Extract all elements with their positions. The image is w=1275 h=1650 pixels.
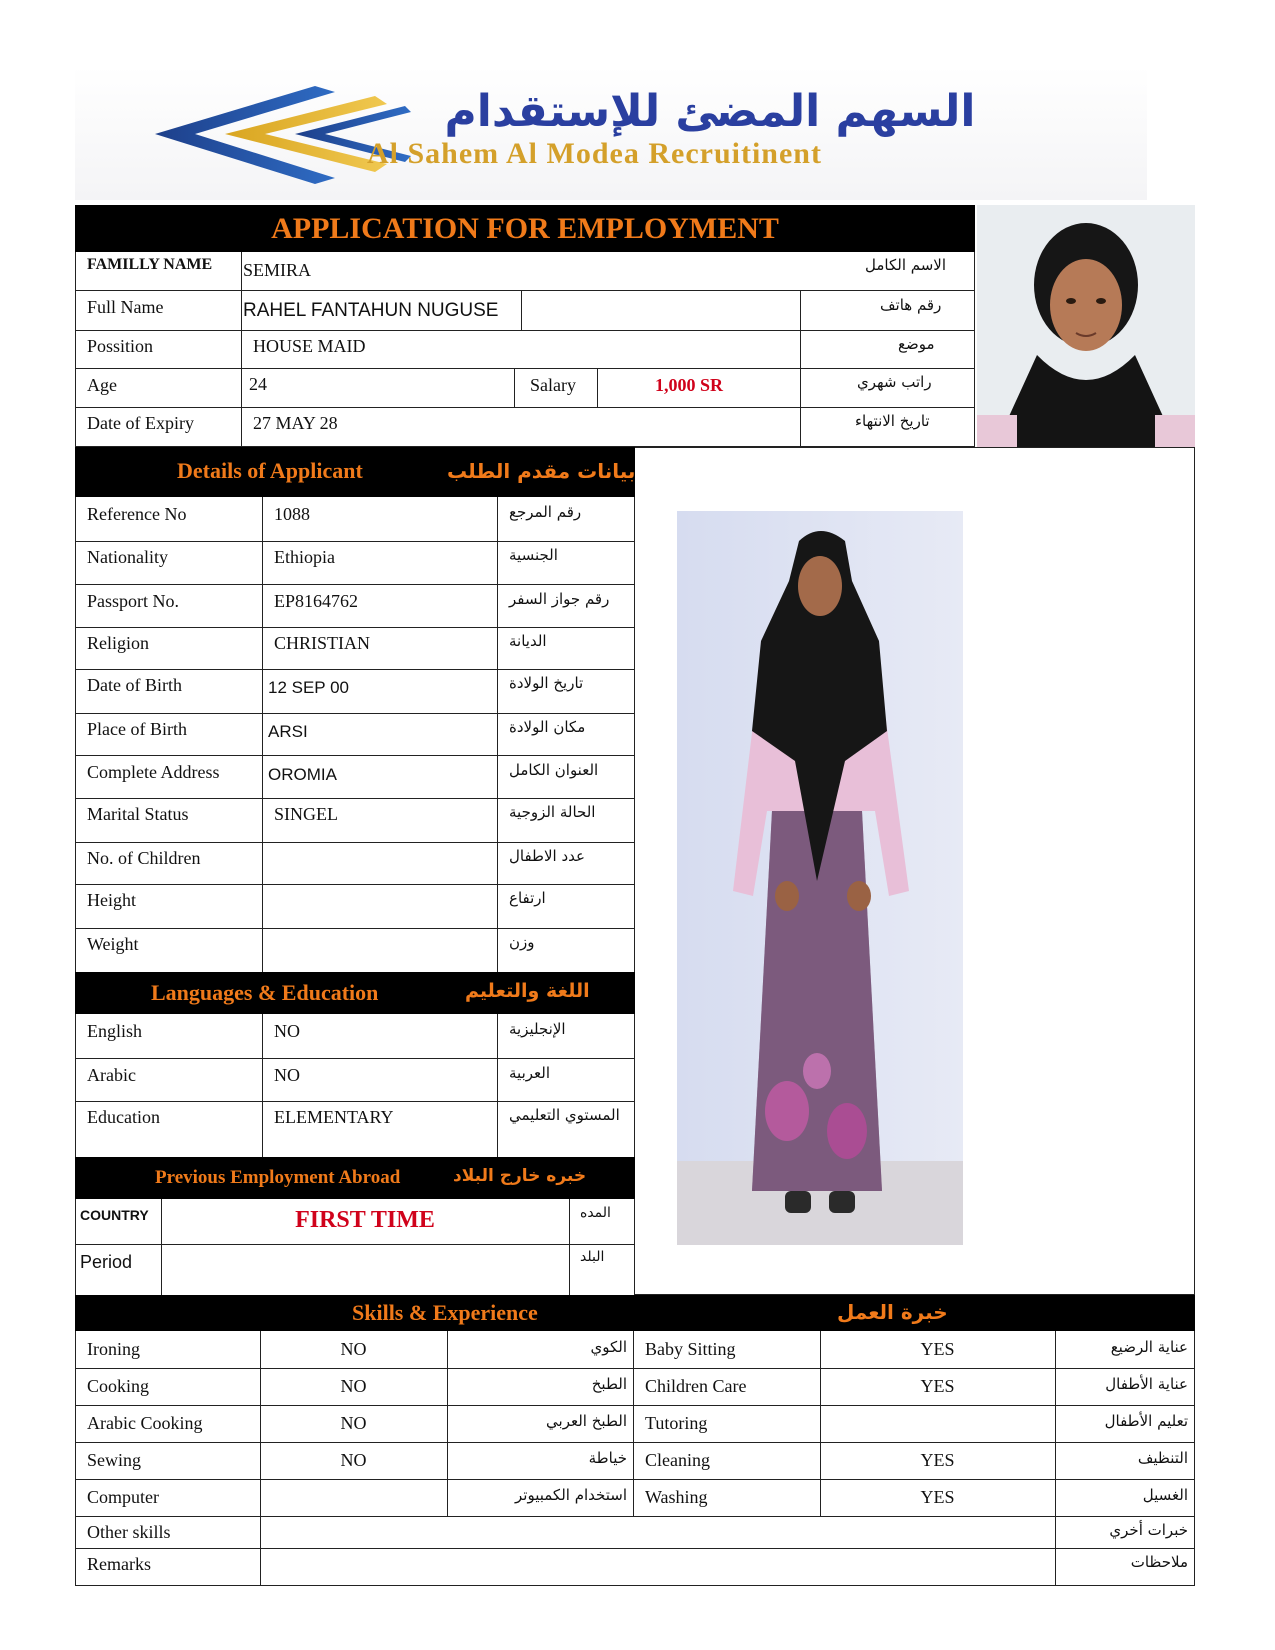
reference-value: 1088 <box>274 504 310 524</box>
skill-arabic-cooking-value: NO <box>340 1413 367 1433</box>
dob-label-ar: تاريخ الولادة <box>509 674 584 692</box>
reference-label: Reference No <box>87 504 187 524</box>
skill-childcare-label-ar: عناية الأطفال <box>1105 1375 1188 1393</box>
passport-label-ar: رقم جواز السفر <box>509 590 610 608</box>
skill-cleaning-value: YES <box>920 1450 955 1470</box>
previous-table <box>75 1199 635 1295</box>
family-name-value: SEMIRA <box>243 260 312 280</box>
arabic-label: Arabic <box>87 1065 136 1085</box>
skills-title-en: Skills & Experience <box>352 1300 538 1325</box>
logo-arabic-text: السهم المضئ للإستقدام <box>444 86 976 137</box>
title-bar <box>75 205 975 252</box>
period-label: Period <box>80 1252 133 1272</box>
skill-cleaning-label: Cleaning <box>645 1450 710 1470</box>
skill-ironing-label: Ironing <box>87 1339 140 1359</box>
education-value: ELEMENTARY <box>274 1107 394 1127</box>
education-label: Education <box>87 1107 160 1127</box>
skill-tutoring-label-ar: تعليم الأطفال <box>1104 1412 1188 1430</box>
nationality-label-ar: الجنسية <box>509 546 558 564</box>
languages-title-en: Languages & Education <box>151 980 379 1005</box>
skill-babysitting-value: YES <box>920 1339 955 1359</box>
previous-header-bar <box>75 1157 635 1199</box>
other-skills-label: Other skills <box>87 1522 171 1542</box>
languages-table <box>75 1014 635 1157</box>
english-label-ar: الإنجليزية <box>509 1020 566 1038</box>
dob-label: Date of Birth <box>87 675 182 695</box>
family-name-label-ar: الاسم الكامل <box>865 256 947 274</box>
religion-value: CHRISTIAN <box>274 633 371 653</box>
skill-cooking-label: Cooking <box>87 1376 150 1396</box>
age-label: Age <box>87 375 117 395</box>
other-skills-label-ar: خبرات أخري <box>1109 1521 1188 1539</box>
skill-washing-label-ar: الغسيل <box>1142 1486 1188 1504</box>
children-label-ar: عدد الاطفال <box>509 847 585 865</box>
company-logo <box>75 66 1147 200</box>
skill-tutoring-label: Tutoring <box>645 1413 708 1433</box>
skill-cleaning-label-ar: التنظيف <box>1137 1449 1188 1467</box>
languages-title-ar: اللغة والتعليم <box>465 980 590 1002</box>
height-label: Height <box>87 890 136 910</box>
skills-header-bar <box>75 1295 1195 1331</box>
address-label: Complete Address <box>87 762 220 782</box>
pob-label-ar: مكان الولادة <box>509 718 586 736</box>
religion-label: Religion <box>87 633 149 653</box>
full-name-label-ar: رقم هاتف <box>880 296 942 314</box>
previous-title-en: Previous Employment Abroad <box>155 1167 401 1188</box>
address-label-ar: العنوان الكامل <box>509 761 599 779</box>
marital-label-ar: الحالة الزوجية <box>509 803 596 821</box>
position-label-ar: موضع <box>898 335 935 353</box>
skill-childcare-label: Children Care <box>645 1376 747 1396</box>
skills-title-ar: خبرة العمل <box>837 1300 948 1324</box>
skill-sewing-label: Sewing <box>87 1450 141 1470</box>
skill-arabic-cooking-label-ar: الطبخ العربي <box>546 1412 627 1430</box>
remarks-label: Remarks <box>87 1554 151 1574</box>
remarks-label-ar: ملاحظات <box>1130 1553 1188 1571</box>
expiry-label: Date of Expiry <box>87 413 194 433</box>
skill-washing-label: Washing <box>645 1487 708 1507</box>
expiry-value: 27 MAY 28 <box>253 413 338 433</box>
marital-label: Marital Status <box>87 804 189 824</box>
education-label-ar: المستوي التعليمي <box>509 1106 620 1124</box>
arabic-value: NO <box>274 1065 300 1085</box>
nationality-value: Ethiopia <box>274 547 335 567</box>
passport-label: Passport No. <box>87 591 180 611</box>
weight-label: Weight <box>87 934 139 954</box>
english-value: NO <box>274 1021 300 1041</box>
marital-value: SINGEL <box>274 804 338 824</box>
skill-ironing-value: NO <box>340 1339 367 1359</box>
expiry-label-ar: تاريخ الانتهاء <box>855 412 930 430</box>
salary-label: Salary <box>530 375 576 395</box>
dob-value: 12 SEP 00 <box>268 678 349 697</box>
position-value: HOUSE MAID <box>253 336 366 356</box>
skill-babysitting-label-ar: عناية الرضيع <box>1110 1338 1188 1356</box>
passport-value: EP8164762 <box>274 591 359 611</box>
full-name-label: Full Name <box>87 297 164 317</box>
english-label: English <box>87 1021 143 1041</box>
family-name-label: FAMILLY NAME <box>87 256 213 273</box>
applicant-full-body-photo <box>677 511 963 1245</box>
skills-table <box>75 1331 1195 1586</box>
applicant-portrait-photo <box>977 205 1195 447</box>
country-value: FIRST TIME <box>295 1207 435 1233</box>
skill-arabic-cooking-label: Arabic Cooking <box>87 1413 203 1433</box>
skill-babysitting-label: Baby Sitting <box>645 1339 736 1359</box>
weight-label-ar: وزن <box>509 933 535 951</box>
skill-ironing-label-ar: الكوي <box>590 1338 627 1356</box>
full-name-value: RAHEL FANTAHUN NUGUSE <box>243 300 499 321</box>
logo-english-text: Al Sahem Al Modea Recruitinent <box>367 137 822 170</box>
page-title: APPLICATION FOR EMPLOYMENT <box>271 212 779 245</box>
position-label: Possition <box>87 336 154 356</box>
country-label-ar: المده <box>580 1205 611 1221</box>
skill-childcare-value: YES <box>920 1376 955 1396</box>
nationality-label: Nationality <box>87 547 168 567</box>
arabic-label-ar: العربية <box>509 1064 550 1082</box>
skill-cooking-label-ar: الطبخ <box>591 1375 627 1393</box>
country-label: COUNTRY <box>80 1207 149 1223</box>
salary-label-ar: راتب شهري <box>857 373 932 391</box>
previous-title-ar: خبره خارج البلاد <box>453 1166 587 1186</box>
religion-label-ar: الديانة <box>509 632 547 650</box>
skill-computer-label-ar: استخدام الكمبيوتر <box>515 1486 627 1504</box>
details-title-ar: بيانات مقدم الطلب <box>447 459 636 483</box>
languages-header-bar <box>75 972 635 1014</box>
height-label-ar: ارتفاع <box>509 889 546 907</box>
age-value: 24 <box>249 374 267 394</box>
address-value: OROMIA <box>268 765 337 784</box>
skill-sewing-label-ar: خياطة <box>588 1449 627 1467</box>
details-title-en: Details of Applicant <box>177 458 363 483</box>
reference-label-ar: رقم المرجع <box>509 503 582 521</box>
skill-sewing-value: NO <box>340 1450 367 1470</box>
details-header-bar <box>75 447 635 497</box>
top-info-table <box>75 252 975 447</box>
skill-computer-label: Computer <box>87 1487 159 1507</box>
pob-value: ARSI <box>268 722 308 741</box>
skill-cooking-value: NO <box>340 1376 367 1396</box>
pob-label: Place of Birth <box>87 719 187 739</box>
skill-washing-value: YES <box>920 1487 955 1507</box>
period-label-ar: البلد <box>580 1249 605 1265</box>
salary-value: 1,000 SR <box>655 375 724 395</box>
children-label: No. of Children <box>87 848 201 868</box>
details-table <box>75 497 635 972</box>
